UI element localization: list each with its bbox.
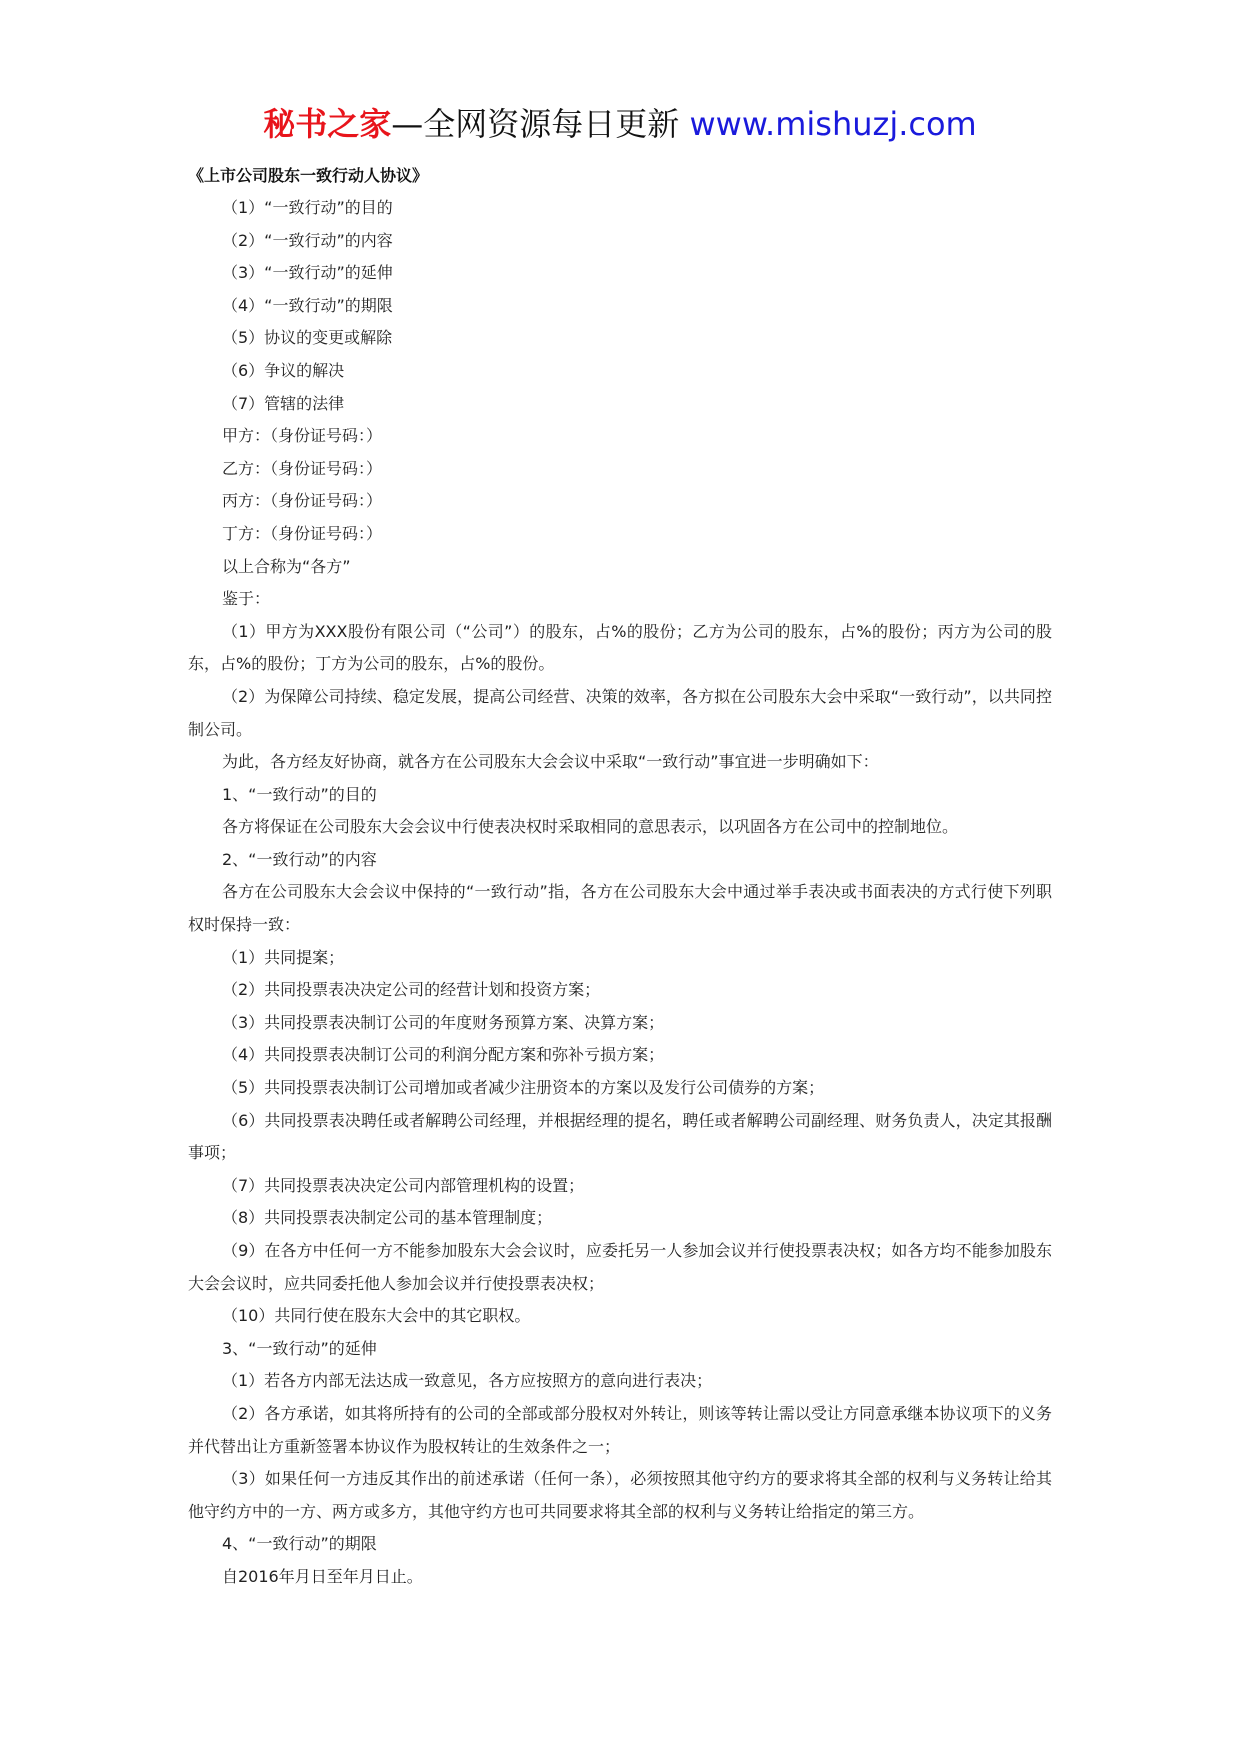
toc-item-2: （2）“一致行动”的内容 bbox=[222, 230, 393, 250]
toc-item-6: （6）争议的解决 bbox=[222, 360, 345, 380]
section-2-item-5: （5）共同投票表决制订公司增加或者减少注册资本的方案以及发行公司债券的方案； bbox=[222, 1078, 825, 1098]
section-3-item-3: （3）如果任何一方违反其作出的前述承诺（任何一条），必须按照其他守约方的要求将其全部的权利与义务转让给其他守约方中的一方、两方或多方，其他守约方也可共同要求将其全部的权利与义务转让给指定的第三方。 bbox=[188, 1469, 1052, 1521]
toc-item-3: （3）“一致行动”的延伸 bbox=[222, 263, 393, 283]
toc-item-7: （7）管辖的法律 bbox=[222, 393, 345, 413]
party-b: 乙方：（身份证号码：） bbox=[222, 458, 383, 478]
whereas-heading: 鉴于： bbox=[222, 589, 271, 609]
section-2-item-4: （4）共同投票表决制订公司的利润分配方案和弥补亏损方案； bbox=[222, 1045, 665, 1065]
site-header bbox=[0, 100, 1240, 148]
toc-item-4: （4）“一致行动”的期限 bbox=[222, 295, 393, 315]
party-d: 丁方：（身份证号码：） bbox=[222, 523, 383, 543]
section-3-item-1: （1）若各方内部无法达成一致意见，各方应按照方的意向进行表决； bbox=[222, 1371, 713, 1391]
document-body bbox=[188, 160, 1052, 1594]
section-heading-4: 4、“一致行动”的期限 bbox=[222, 1534, 377, 1554]
section-3-item-2: （2）各方承诺，如其将所持有的公司的全部或部分股权对外转让，则该等转让需以受让方同意承继本协议项下的义务并代替出让方重新签署本协议作为股权转让的生效条件之一； bbox=[188, 1403, 1052, 1456]
document-title: 《上市公司股东一致行动人协议》 bbox=[188, 166, 429, 185]
whereas-clause-2: （2）为保障公司持续、稳定发展，提高公司经营、决策的效率，各方拟在公司股东大会中采取“一致行动”，以共同控制公司。 bbox=[188, 686, 1052, 739]
section-2-item-10: （10）共同行使在股东大会中的其它职权。 bbox=[222, 1306, 531, 1326]
toc-item-1: （1）“一致行动”的目的 bbox=[222, 198, 393, 217]
section-1-text: 各方将保证在公司股东大会会议中行使表决权时采取相同的意思表示，以巩固各方在公司中的控制地位。 bbox=[222, 817, 959, 837]
preamble-text: 为此，各方经友好协商，就各方在公司股东大会会议中采取“一致行动”事宜进一步明确如下： bbox=[222, 752, 879, 772]
section-2-item-6: （6）共同投票表决聘任或者解聘公司经理，并根据经理的提名，聘任或者解聘公司副经理、财务负责人，决定其报酬事项； bbox=[188, 1110, 1052, 1163]
section-4-text: 自2016年月日至年月日止。 bbox=[222, 1566, 423, 1586]
whereas-clause-1: （1）甲方为XXX股份有限公司（“公司”）的股东，占%的股份；乙方为公司的股东，占%的股份；丙方为公司的股东，占%的股份；丁方为公司的股东，占%的股份。 bbox=[188, 621, 1052, 674]
section-heading-2: 2、“一致行动”的内容 bbox=[222, 849, 377, 869]
section-2-item-3: （3）共同投票表决制订公司的年度财务预算方案、决算方案； bbox=[222, 1012, 665, 1032]
party-c: 丙方：（身份证号码：） bbox=[222, 491, 383, 511]
section-heading-3: 3、“一致行动”的延伸 bbox=[222, 1338, 377, 1358]
section-2-text: 各方在公司股东大会会议中保持的“一致行动”指，各方在公司股东大会中通过举手表决或书面表决的方式行使下列职权时保持一致： bbox=[188, 882, 1052, 935]
section-2-item-2: （2）共同投票表决决定公司的经营计划和投资方案； bbox=[222, 980, 601, 1000]
site-url-link[interactable]: www.mishuzj.com bbox=[689, 105, 977, 143]
party-a: 甲方：（身份证号码：） bbox=[222, 426, 383, 446]
section-heading-1: 1、“一致行动”的目的 bbox=[222, 784, 377, 804]
brand-name: 秘书之家 bbox=[263, 105, 392, 143]
section-2-item-1: （1）共同提案； bbox=[222, 947, 345, 967]
section-2-item-9: （9）在各方中任何一方不能参加股东大会会议时，应委托另一人参加会议并行使投票表决权；如各方均不能参加股东大会会议时，应共同委托他人参加会议并行使投票表决权； bbox=[188, 1241, 1052, 1293]
section-2-item-8: （8）共同投票表决制定公司的基本管理制度； bbox=[222, 1208, 553, 1228]
toc-item-5: （5）协议的变更或解除 bbox=[222, 328, 393, 348]
section-2-item-7: （7）共同投票表决决定公司内部管理机构的设置； bbox=[222, 1175, 585, 1195]
parties-collective: 以上合称为“各方” bbox=[222, 556, 351, 576]
header-tagline: —全网资源每日更新 bbox=[391, 105, 690, 143]
